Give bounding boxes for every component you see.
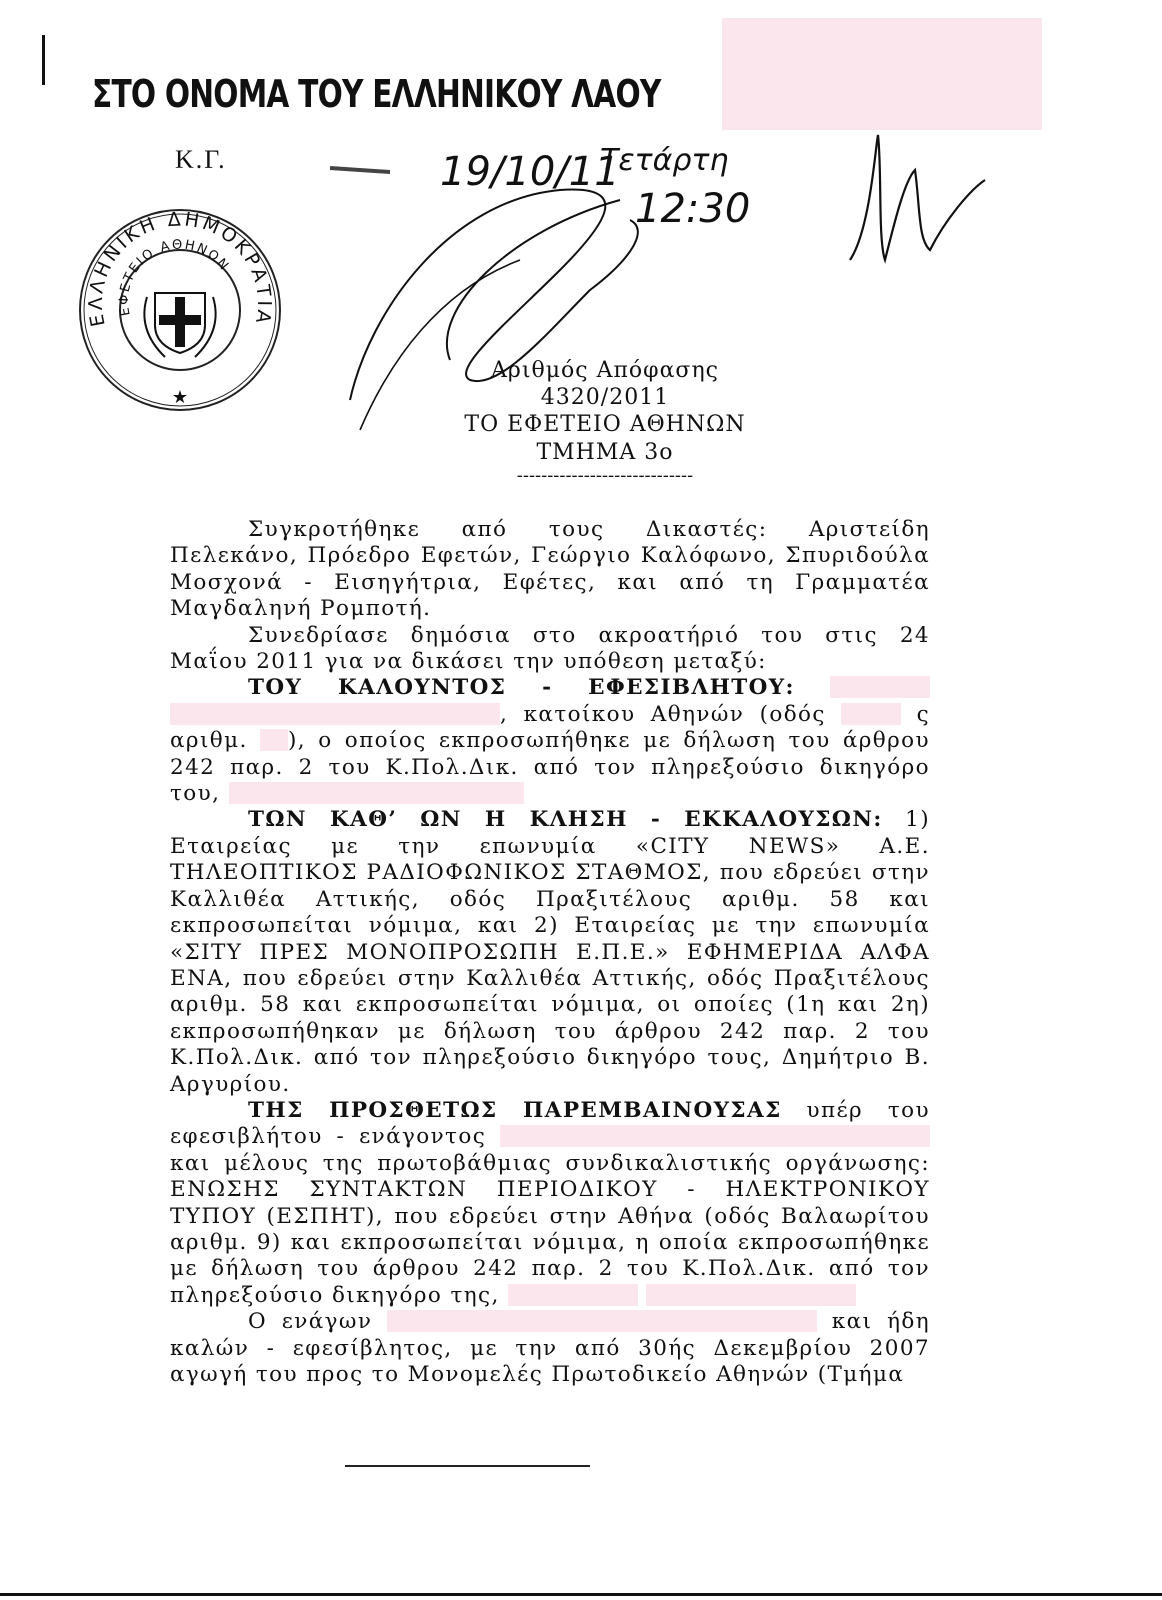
scan-edge-mark (42, 35, 45, 85)
redacted-lawyer (229, 782, 524, 804)
street-number-label: αριθμ. (170, 728, 248, 754)
header-divider: ----------------------------- (516, 465, 694, 486)
court-seal-stamp (75, 205, 285, 415)
bottom-rule (345, 1465, 590, 1467)
court-name: ΤΟ ΕΦΕΤΕΙΟ ΑΘΗΝΩΝ (464, 412, 746, 437)
seal-inner-text: ΕΦΕΤΕΙΟ ΑΘΗΝΩΝ (116, 237, 233, 318)
appellants-heading: ΤΩΝ ΚΑΘ’ ΩΝ Η ΚΛΗΣΗ - ΕΚΚΑΛΟΥΣΩΝ: (248, 807, 883, 833)
paragraph-composition: Συγκροτήθηκε από τους Δικαστές: Αριστείδη Πελεκάνο, Πρόεδρο Εφετών, Γεώργιο Καλόφωνο, Σπυριδούλα Μοσχονά - Εισηγήτρια, Εφέτες, και από τη Γραμματέα Μαγδαληνή Ρομποτή. (170, 517, 930, 622)
seal-outer-text: ΕΛΛΗΝΙΚΗ ΔΗΜΟΚΡΑΤΙΑ (84, 208, 276, 329)
redacted-number (260, 729, 288, 751)
decision-number-label: Αριθμός Απόφασης (491, 358, 719, 383)
intervener-heading: ΤΗΣ ΠΡΟΣΘΕΤΩΣ ΠΑΡΕΜΒΑΙΝΟΥΣΑΣ (248, 1097, 782, 1123)
clerk-initials: Κ.Γ. (175, 145, 227, 174)
intervener-text-b: και μέλους της πρωτοβάθμιας συνδικαλιστικής οργάνωσης: ΕΝΩΣΗΣ ΣΥΝΤΑΚΤΩΝ ΠΕΡΙΟΔΙΚΟΥ - ΗΛΕΚΤΡΟΝΙΚΟΥ ΤΥΠΟΥ (ΕΣΠΗΤ), που εδρεύει στην Αθήνα (οδός Βαλαωρίτου αριθμ. 9) και εκπροσωπείται νόμιμα, η οποία εκπροσωπήθηκε με δήλωση του άρθρου 242 παρ. 2 του Κ.Πολ.Δικ. από τον πληρεξούσιο δικηγόρο της, (170, 1150, 930, 1308)
handwritten-day: Τετάρτη (600, 143, 729, 178)
redacted-intervener-lawyer (508, 1284, 638, 1306)
appellee-heading: ΤΟΥ ΚΑΛΟΥΝΤΟΣ - ΕΦΕΣΙΒΛΗΤΟΥ: (248, 675, 795, 701)
paragraph-intervener (170, 1098, 930, 1309)
svg-text:★: ★ (171, 387, 189, 408)
redacted-street (841, 703, 901, 725)
appellee-representation: ), ο οποίος εκπροσωπήθηκε με δήλωση του άρθρου 242 παρ. 2 του Κ.Πολ.Δικ. από τον πληρεξούσιο δικηγόρο του, (170, 728, 930, 807)
paragraph-session: Συνεδρίασε δημόσια στο ακροατήριό του στις 24 Μαΐου 2011 για να δικάσει την υπόθεση μεταξύ: (170, 622, 930, 675)
document-header-title: ΣΤΟ ΟΝΟΜΑ ΤΟΥ ΕΛΛΗΝΙΚΟΥ ΛΑΟΥ (92, 72, 661, 116)
document-body (170, 517, 930, 1388)
plaintiff-text-b: και ήδη καλών - εφεσίβλητος, με την από 30ής Δεκεμβρίου 2007 αγωγή του προς το Μονομελές Πρωτοδικείο Αθηνών (Τμήμα (170, 1309, 931, 1387)
court-section: ΤΜΗΜΑ 3ο (536, 440, 674, 465)
scan-bottom-edge (0, 1593, 1162, 1596)
redacted-name (830, 676, 930, 698)
paragraph-plaintiff (170, 1309, 930, 1388)
decision-number: 4320/2011 (540, 385, 670, 410)
redacted-plaintiff-name (387, 1310, 817, 1332)
paragraph-appellee (170, 675, 930, 807)
redacted-intervener-lawyer-2 (646, 1284, 856, 1306)
redacted-intervener-name (500, 1125, 930, 1147)
handwritten-date: 19/10/11 (440, 149, 620, 195)
intervener-text-a: υπέρ του εφεσιβλήτου - ενάγοντος (170, 1097, 930, 1150)
street-suffix: ς (916, 701, 931, 727)
plaintiff-text-a: Ο ενάγων (248, 1309, 373, 1335)
appellee-residence: , κατοίκου Αθηνών (οδός (500, 701, 826, 727)
redacted-name-2 (170, 703, 500, 725)
appellants-text: 1) Εταιρείας με την επωνυμία «CITY NEWS» Α.Ε. ΤΗΛΕΟΠΤΙΚΟΣ ΡΑΔΙΟΦΩΝΙΚΟΣ ΣΤΑΘΜΟΣ, που εδρεύει στην Καλλιθέα Αττικής, οδός Πραξιτέλους αριθμ. 58 και εκπροσωπείται νόμιμα, και 2) Εταιρείας με την επωνυμία «ΣΙΤΥ ΠΡΕΣ ΜΟΝΟΠΡΟΣΩΠΗ Ε.Π.Ε.» ΕΦΗΜΕΡΙΔΑ ΑΛΦΑ ΕΝΑ, που εδρεύει στην Καλλιθέα Αττικής, οδός Πραξιτέλους αριθμ. 58 και εκπροσωπείται νόμιμα, οι οποίες (1η και 2η) εκπροσωπήθηκαν με δήλωση του άρθρου 242 παρ. 2 του Κ.Πολ.Δικ. από τον πληρεξούσιο δικηγόρο τους, Δημήτριο Β. Αργυρίου. (170, 807, 930, 1097)
paragraph-appellants (170, 807, 930, 1097)
handwritten-time: 12:30 (635, 186, 751, 232)
